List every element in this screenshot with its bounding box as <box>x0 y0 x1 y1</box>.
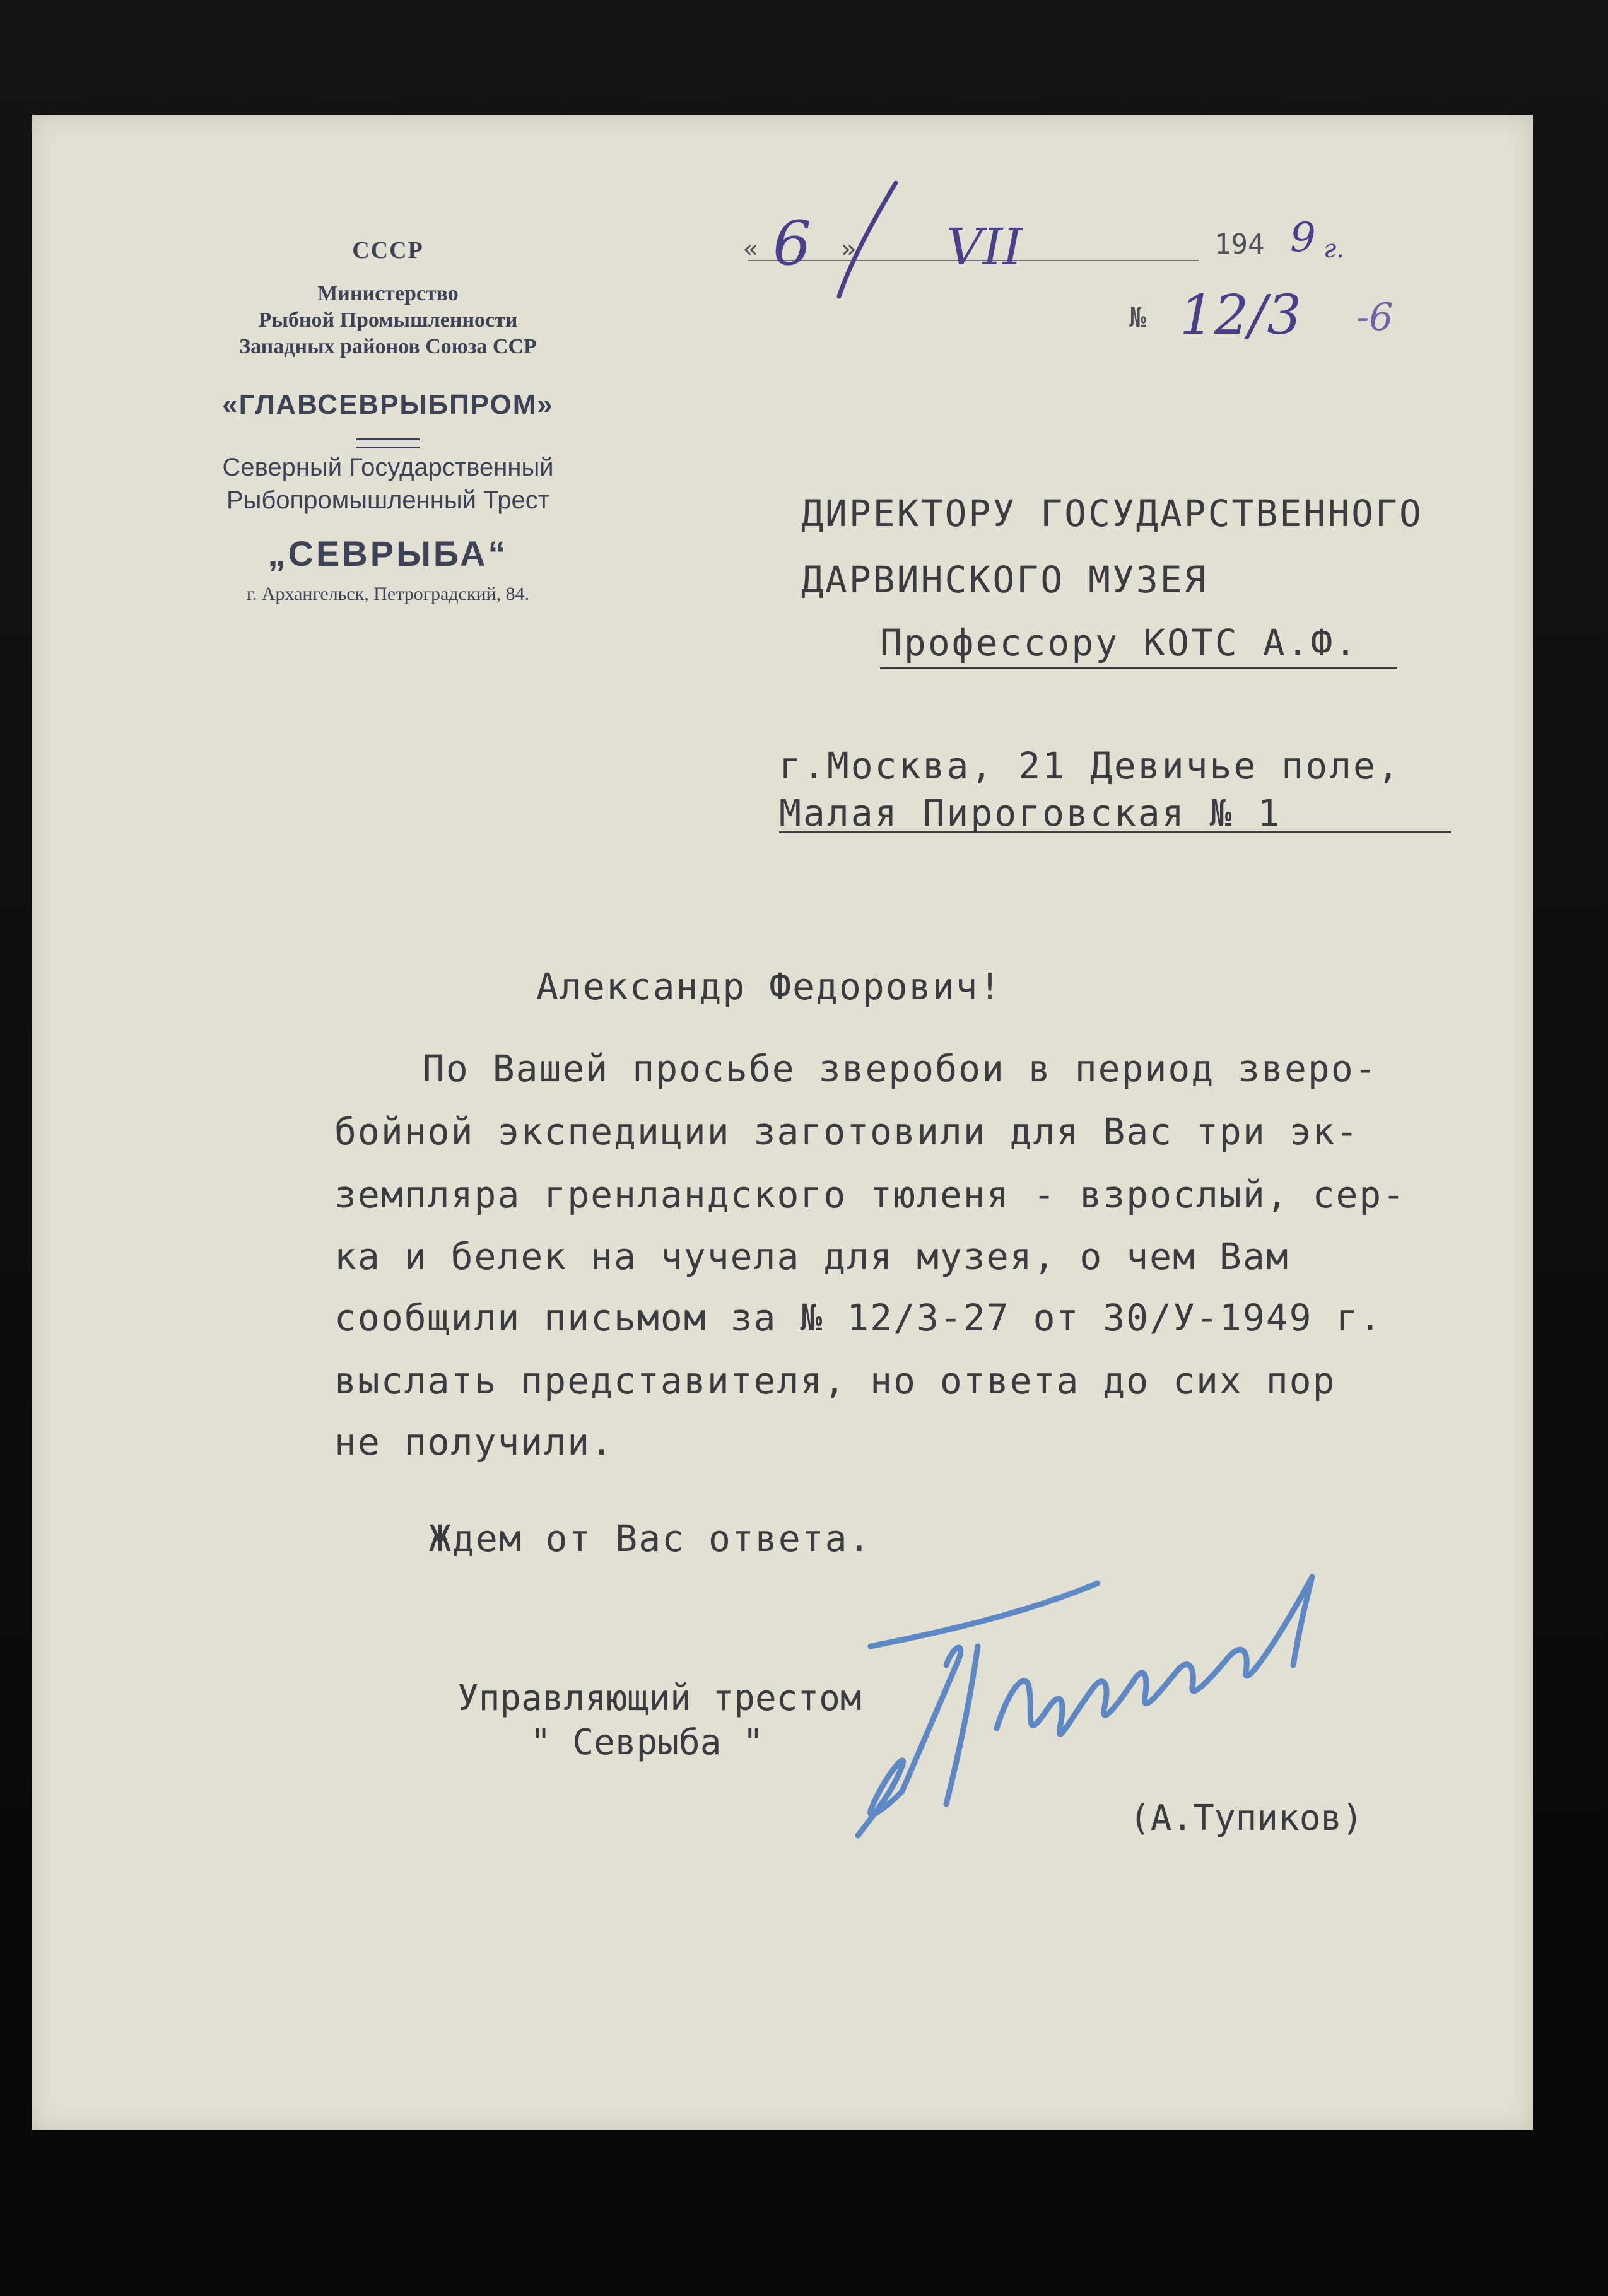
letterhead-separator <box>356 438 420 448</box>
body-line-5: сообщили письмом за № 12/3-27 от 30/У-1949 г. <box>334 1296 1383 1339</box>
addressee-line-1: ДИРЕКТОРУ ГОСУДАРСТВЕННОГО <box>801 492 1423 535</box>
number-value: 12/3 <box>1180 284 1302 347</box>
trust-line-1: Северный Государственный <box>222 454 554 481</box>
letterhead-main-org: «ГЛАВСЕВРЫБПРОМ» <box>222 389 554 420</box>
body-line-3: земпляра гренландского тюленя - взрослый, сер- <box>334 1173 1406 1216</box>
ministry-line-2: Рыбной Промышленности <box>258 308 518 332</box>
body-line-7: не получили. <box>334 1420 614 1463</box>
date-day: 6 <box>773 208 812 279</box>
date-year-handwritten: 9 <box>1290 214 1316 261</box>
address-underline <box>779 831 1451 833</box>
body-line-2: бойной экспедиции заготовили для Вас три эк- <box>334 1110 1359 1153</box>
body-line-1: По Вашей просьбе зверобои в период зверо- <box>423 1047 1378 1090</box>
letterhead-trust-name: „СЕВРЫБА“ <box>267 534 508 573</box>
addressee-line-2: ДАРВИНСКОГО МУЗЕЯ <box>801 558 1208 601</box>
ministry-line-3: Западных районов Союза ССР <box>239 335 537 358</box>
addressee-city-line-2: Малая Пироговская № 1 <box>779 792 1282 835</box>
date-year-printed: 194 <box>1214 228 1265 261</box>
addressee-underline <box>880 667 1397 669</box>
date-month: VII <box>946 218 1023 276</box>
date-quote-open: « <box>743 235 759 264</box>
salutation: Александр Федорович! <box>536 965 1002 1008</box>
date-year-suffix: г. <box>1323 235 1344 264</box>
date-slash-mark <box>826 177 902 303</box>
letterhead-country: СССР <box>352 237 424 264</box>
signatory-title-line-1: Управляющий трестом <box>457 1678 862 1719</box>
addressee-line-3: Профессору КОТС А.Ф. <box>880 621 1359 664</box>
letterhead-trust <box>123 451 653 517</box>
trust-line-2: Рыбопромышленный Трест <box>226 486 550 514</box>
signatory-title-line-2: " Севрыба " <box>530 1722 764 1763</box>
body-line-6: выслать представителя, но ответа до сих пор <box>334 1359 1336 1402</box>
addressee-city-line-1: г.Москва, 21 Девичье поле, <box>779 744 1401 787</box>
letterhead-ministry <box>123 281 653 360</box>
closing-line: Ждем от Вас ответа. <box>429 1517 872 1560</box>
body-line-4: ка и белек на чучела для музея, о чем Вам <box>334 1235 1289 1278</box>
ministry-line-1: Министерство <box>317 282 459 305</box>
letterhead-address: г. Архангельск, Петроградский, 84. <box>246 583 530 604</box>
number-suffix: -6 <box>1356 295 1394 339</box>
signatory-name: (А.Тупиков) <box>1129 1798 1363 1839</box>
date-quote-close: » <box>841 235 857 264</box>
number-label: № <box>1129 302 1146 334</box>
